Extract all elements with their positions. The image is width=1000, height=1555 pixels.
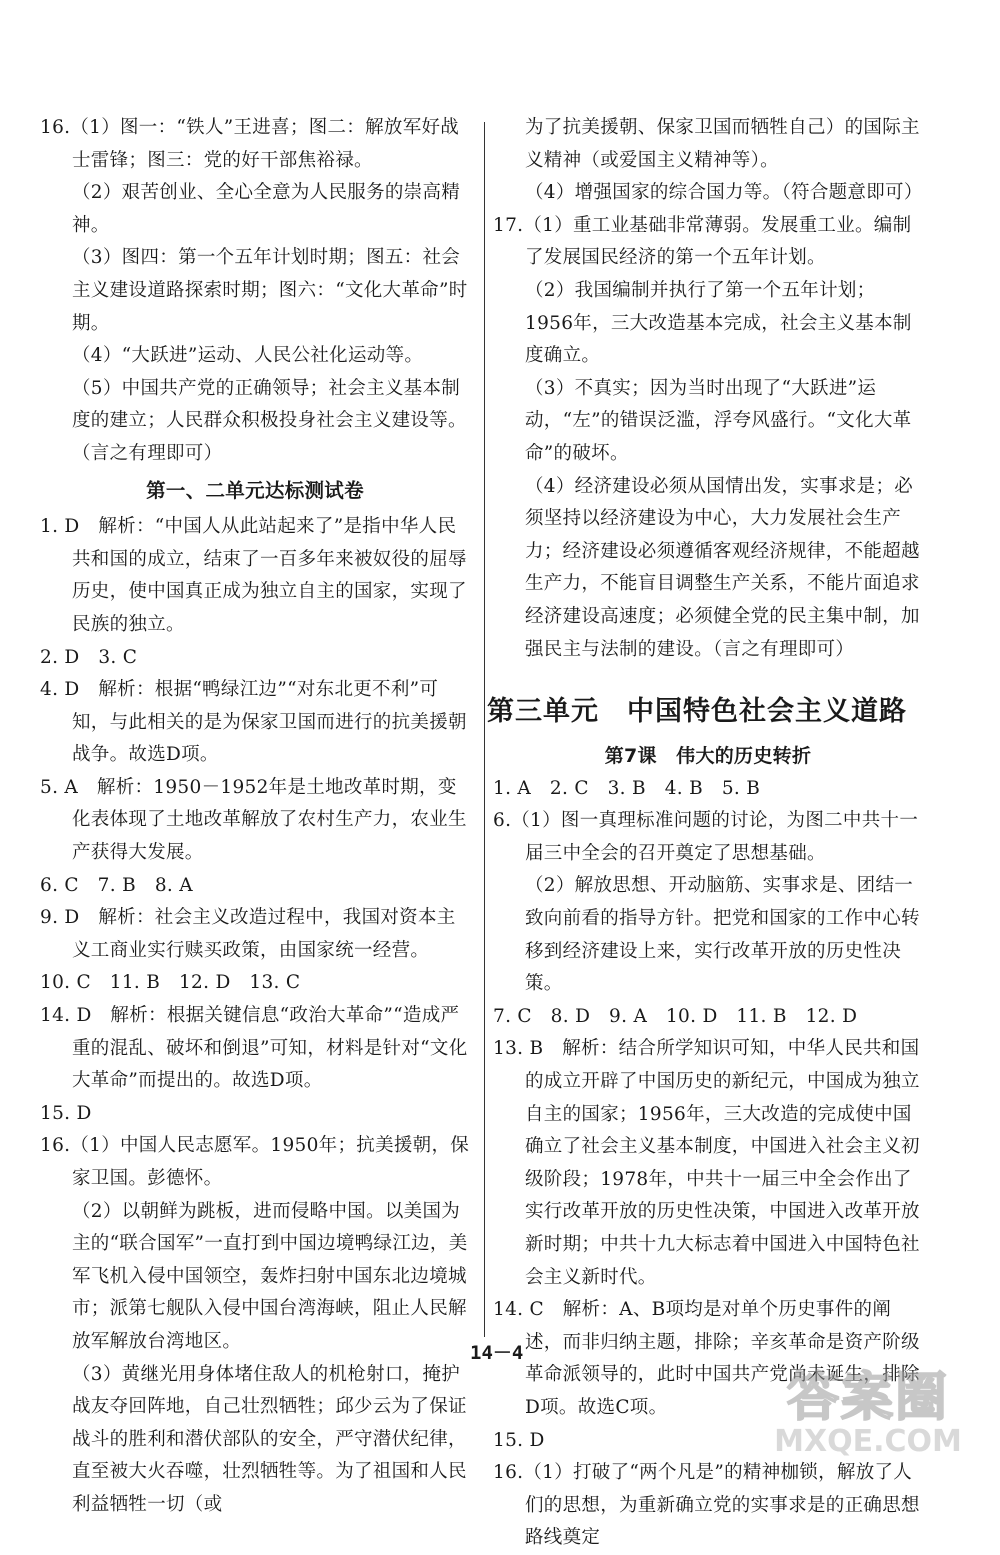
answer-subitem: （3）黄继光用身体堵住敌人的机枪射口，掩护战友夺回阵地，自己壮烈牺牲；邱少云为了保证战斗的胜利和潜伏部队的安全，严守潜伏纪律，直至被大火吞噬，壮烈牺牲等。为了祖国和人民利益牺牲一切（或 xyxy=(72,1363,467,1515)
answer-item: 1. D 解析：“中国人从此站起来了”是指中华人民共和国的成立，结束了一百多年来被奴役的屈辱历史，使中国真正成为独立自主的国家，实现了民族的独立。 xyxy=(40,516,467,635)
answer-item: 13. B 解析：结合所学知识可知，中华人民共和国的成立开辟了中国历史的新纪元，中国成为独立自主的国家；1956年，三大改造的完成使中国确立了社会主义基本制度，中国进入社会主义初级阶段；1978年，中共十一届三中全会作出了实行改革开放的历史性决策，中国进入改革开放新时期；中共十九大标志着中国进入中国特色社会主义新时代。 xyxy=(493,1038,920,1288)
answer-subitem: （3）图四：第一个五年计划时期；图五：社会主义建设道路探索时期；图六：“文化大革命”时期。 xyxy=(72,247,468,334)
answer-subitem: （2）解放思想、开动脑筋、实事求是、团结一致向前看的指导方针。把党和国家的工作中心转移到经济建设上来，实行改革开放的历史性决策。 xyxy=(525,875,920,995)
watermark xyxy=(750,1355,986,1459)
answer-subitem: （4）“大跃进”运动、人民公社化运动等。 xyxy=(72,345,424,367)
answer-subitem: （2）我国编制并执行了第一个五年计划；1956年，三大改造基本完成，社会主义基本制度确立。 xyxy=(525,279,912,367)
answer-subitem: （5）中国共产党的正确领导；社会主义基本制度的建立；人民群众积极投身社会主义建设等。（言之有理即可） xyxy=(72,377,467,464)
answer-item: 6. C 7. B 8. A xyxy=(40,874,193,896)
section-heading: 第一、二单元达标测试卷 xyxy=(146,478,364,502)
answer-item: 14. C 解析：A、B项均是对单个历史事件的阐述，而非归纳主题，排除；辛亥革命是资产阶级革命派领导的，此时中国共产党尚未诞生，排除D项。故选C项。 xyxy=(493,1299,920,1418)
answer-item: 1. A 2. C 3. B 4. B 5. B xyxy=(493,777,761,799)
answer-item: 6.（1）图一真理标准问题的讨论，为图二中共十一届三中全会的召开奠定了思想基础。 xyxy=(493,810,919,864)
answer-subitem: 为了抗美援朝、保家卫国而牺牲自己）的国际主义精神（或爱国主义精神等）。 xyxy=(525,117,920,171)
answer-item: 16.（1）中国人民志愿军。1950年；抗美援朝，保家卫国。彭德怀。 xyxy=(40,1135,470,1189)
watermark-logo: 答案圈 xyxy=(786,1368,949,1428)
answer-item: 5. A 解析：1950－1952年是土地改革时期，变化表体现了土地改革解放了农村生产力，农业生产获得大发展。 xyxy=(40,776,467,864)
unit-heading: 第三单元 中国特色社会主义道路 xyxy=(487,696,907,728)
answer-item: 17.（1）重工业基础非常薄弱。发展重工业。编制了发展国民经济的第一个五年计划。 xyxy=(493,214,912,269)
answer-item: 14. D 解析：根据关键信息“政治大革命”“造成严重的混乱、破坏和倒退”可知，材料是针对“文化大革命”而提出的。故选D项。 xyxy=(40,1005,468,1092)
answer-item: 15. D xyxy=(40,1102,92,1124)
answer-item: 9. D 解析：社会主义改造过程中，我国对资本主义工商业实行赎买政策，由国家统一经营。 xyxy=(40,907,456,961)
answer-subitem: （4）经济建设必须从国情出发，实事求是；必须坚持以经济建设为中心，大力发展社会生产力；经济建设必须遵循客观经济规律，不能超越生产力，不能盲目调整生产关系，不能片面追求经济建设高速度；必须健全党的民主集中制，加强民主与法制的建设。（言之有理即可） xyxy=(525,475,920,660)
answer-item: 4. D 解析：根据“鸭绿江边”“对东北更不利”可知，与此相关的是为保家卫国而进行的抗美援朝战争。故选D项。 xyxy=(40,679,467,766)
answer-item: 15. D xyxy=(493,1429,545,1451)
column-divider xyxy=(484,122,485,1337)
answer-subitem: （2）以朝鲜为跳板，进而侵略中国。以美国为主的“联合国军”一直打到中国边境鸭绿江边，美军飞机入侵中国领空，轰炸扫射中国东北边境城市；派第七舰队入侵中国台湾海峡，阻止人民解放军解放台湾地区。 xyxy=(72,1200,468,1352)
answer-item: 10. C 11. B 12. D 13. C xyxy=(40,972,301,994)
page-number: 14－4 xyxy=(470,1342,524,1364)
answer-item: 16.（1）打破了“两个凡是”的精神枷锁，解放了人们的思想，为重新确立党的实事求是的正确思想路线奠定 xyxy=(493,1462,920,1549)
answer-subitem: （3）不真实；因为当时出现了“大跃进”运动，“左”的错误泛滥，浮夸风盛行。“文化大革命”的破坏。 xyxy=(525,377,912,464)
answer-item: 16.（1）图一：“铁人”王进喜；图二：解放军好战士雷锋；图三：党的好干部焦裕禄。 xyxy=(40,117,460,171)
answer-subitem: （4）增强国家的综合国力等。（符合题意即可） xyxy=(525,182,923,204)
watermark-url: MXQE.COM xyxy=(774,1424,962,1459)
answer-subitem: （2）艰苦创业、全心全意为人民服务的崇高精神。 xyxy=(72,182,461,236)
answer-item: 7. C 8. D 9. A 10. D 11. B 12. D xyxy=(493,1005,858,1027)
right-column xyxy=(487,112,923,1555)
lesson-heading: 第7课 伟大的历史转折 xyxy=(604,745,812,768)
left-column xyxy=(40,112,470,1522)
answer-item: 2. D 3. C xyxy=(40,646,138,668)
